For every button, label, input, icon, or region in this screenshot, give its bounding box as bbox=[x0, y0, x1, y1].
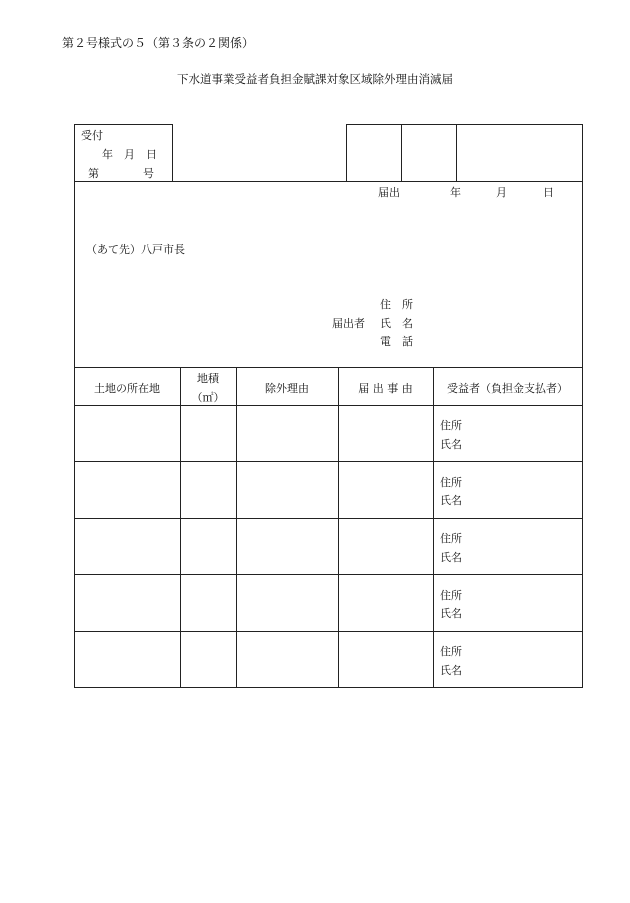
submission-month: 月 bbox=[496, 186, 507, 199]
frame-bottom bbox=[74, 687, 583, 688]
stamp-box-divider-2 bbox=[401, 124, 402, 181]
submission-day: 日 bbox=[543, 186, 554, 199]
col-header-area-unit: （㎡） bbox=[191, 391, 225, 404]
stamp-boxes-top bbox=[346, 124, 583, 125]
document-title: 下水道事業受益者負担金賦課対象区域除外理由消滅届 bbox=[177, 72, 453, 86]
row-4-name-label: 氏名 bbox=[440, 607, 462, 620]
frame-left bbox=[74, 124, 75, 688]
col-header-exclusion-reason: 除外理由 bbox=[265, 382, 309, 395]
stamp-box-divider-3 bbox=[456, 124, 457, 181]
stamp-box-divider-1 bbox=[346, 124, 347, 181]
row-3-address-label: 住所 bbox=[440, 532, 462, 545]
receipt-box-top bbox=[74, 124, 173, 125]
row-5-address-label: 住所 bbox=[440, 645, 462, 658]
stamp-boxes-right bbox=[582, 124, 583, 181]
col-header-report-reason: 届 出 事 由 bbox=[358, 382, 413, 395]
addressee: （あて先）八戸市長 bbox=[86, 243, 185, 256]
col-divider-1 bbox=[180, 367, 181, 688]
table-header-bottom bbox=[74, 405, 583, 406]
receipt-number: 第 号 bbox=[88, 167, 154, 180]
col-divider-2 bbox=[236, 367, 237, 688]
receipt-label: 受付 bbox=[81, 129, 103, 142]
row-divider-2 bbox=[74, 518, 583, 519]
row-divider-1 bbox=[74, 461, 583, 462]
receipt-date: 年 月 日 bbox=[102, 148, 157, 161]
row-divider-3 bbox=[74, 574, 583, 575]
col-header-location: 土地の所在地 bbox=[94, 382, 160, 395]
receipt-box-right bbox=[172, 124, 173, 181]
form-frame bbox=[74, 124, 583, 688]
form-number: 第２号様式の５（第３条の２関係） bbox=[62, 36, 255, 50]
applicant-name-label: 氏 名 bbox=[380, 317, 413, 330]
row-1-address-label: 住所 bbox=[440, 419, 462, 432]
col-header-beneficiary: 受益者（負担金支払者） bbox=[447, 382, 568, 395]
row-5-name-label: 氏名 bbox=[440, 664, 462, 677]
applicant-phone-label: 電 話 bbox=[380, 335, 413, 348]
table-top bbox=[74, 367, 583, 368]
col-divider-4 bbox=[433, 367, 434, 688]
applicant-address-label: 住 所 bbox=[380, 298, 413, 311]
row-2-address-label: 住所 bbox=[440, 476, 462, 489]
col-header-area: 地積 bbox=[197, 372, 219, 385]
frame-right bbox=[582, 181, 583, 688]
row-divider-4 bbox=[74, 631, 583, 632]
submission-year: 年 bbox=[450, 186, 461, 199]
row-4-address-label: 住所 bbox=[440, 589, 462, 602]
submission-date-prefix: 届出 bbox=[378, 186, 400, 199]
row-1-name-label: 氏名 bbox=[440, 438, 462, 451]
row-3-name-label: 氏名 bbox=[440, 551, 462, 564]
applicant-role: 届出者 bbox=[332, 317, 365, 330]
frame-header-bottom bbox=[74, 181, 583, 182]
col-divider-3 bbox=[338, 367, 339, 688]
row-2-name-label: 氏名 bbox=[440, 494, 462, 507]
